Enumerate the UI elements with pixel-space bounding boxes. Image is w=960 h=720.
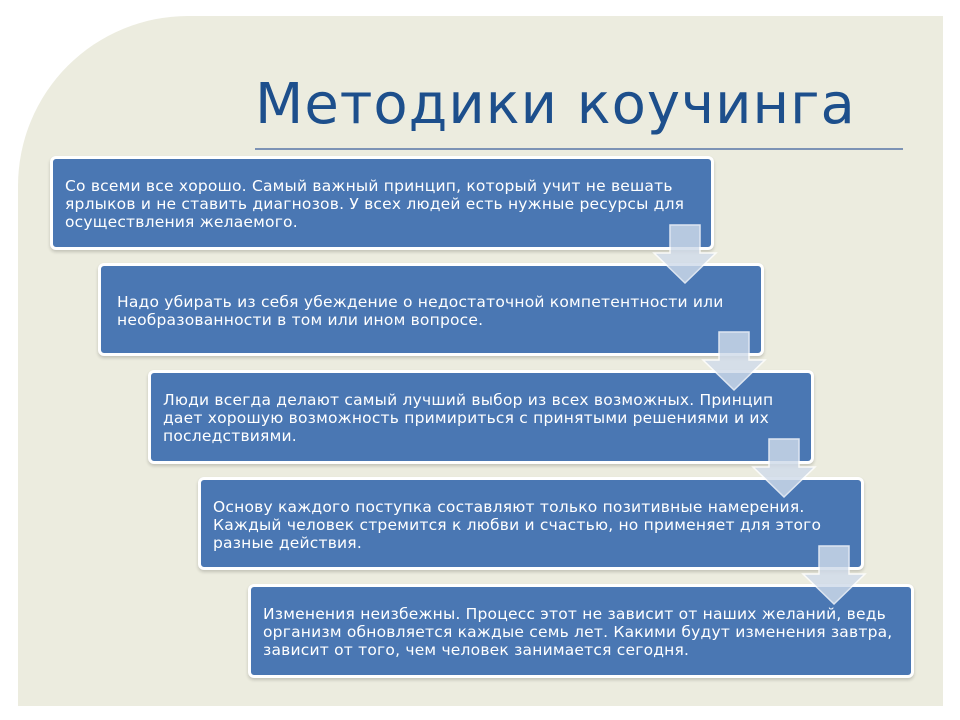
step-5-text: Изменения неизбежны. Процесс этот не зависит от наших желаний, ведь организм обновляется каждые семь лет. Какими будут изменения завтра, зависит от того, чем человек занимается сегодня. bbox=[263, 605, 893, 659]
step-3-text: Люди всегда делают самый лучший выбор из всех возможных. Принцип дает хорошую возможность примириться с принятыми решениями и их последствиями. bbox=[163, 391, 774, 445]
step-1-text: Со всеми все хорошо. Самый важный принцип, который учит не вешать ярлыков и не ставить диагнозов. У всех людей есть нужные ресурсы для осуществления желаемого. bbox=[65, 177, 685, 231]
step-4-text: Основу каждого поступка составляют только позитивные намерения. Каждый человек стремится к любви и счастью, но применяет для этого разные действия. bbox=[213, 497, 822, 552]
slide-title: Методики коучинга bbox=[255, 72, 856, 137]
step-1-box bbox=[50, 156, 714, 250]
title-underline bbox=[255, 148, 903, 150]
step-2-text: Надо убирать из себя убеждение о недостаточной компетентности или необразованности в том или ином вопросе. bbox=[117, 292, 724, 329]
down-arrow-icon bbox=[701, 330, 767, 392]
down-arrow-icon bbox=[652, 223, 718, 285]
down-arrow-icon bbox=[801, 544, 867, 606]
down-arrow-icon bbox=[751, 437, 817, 499]
